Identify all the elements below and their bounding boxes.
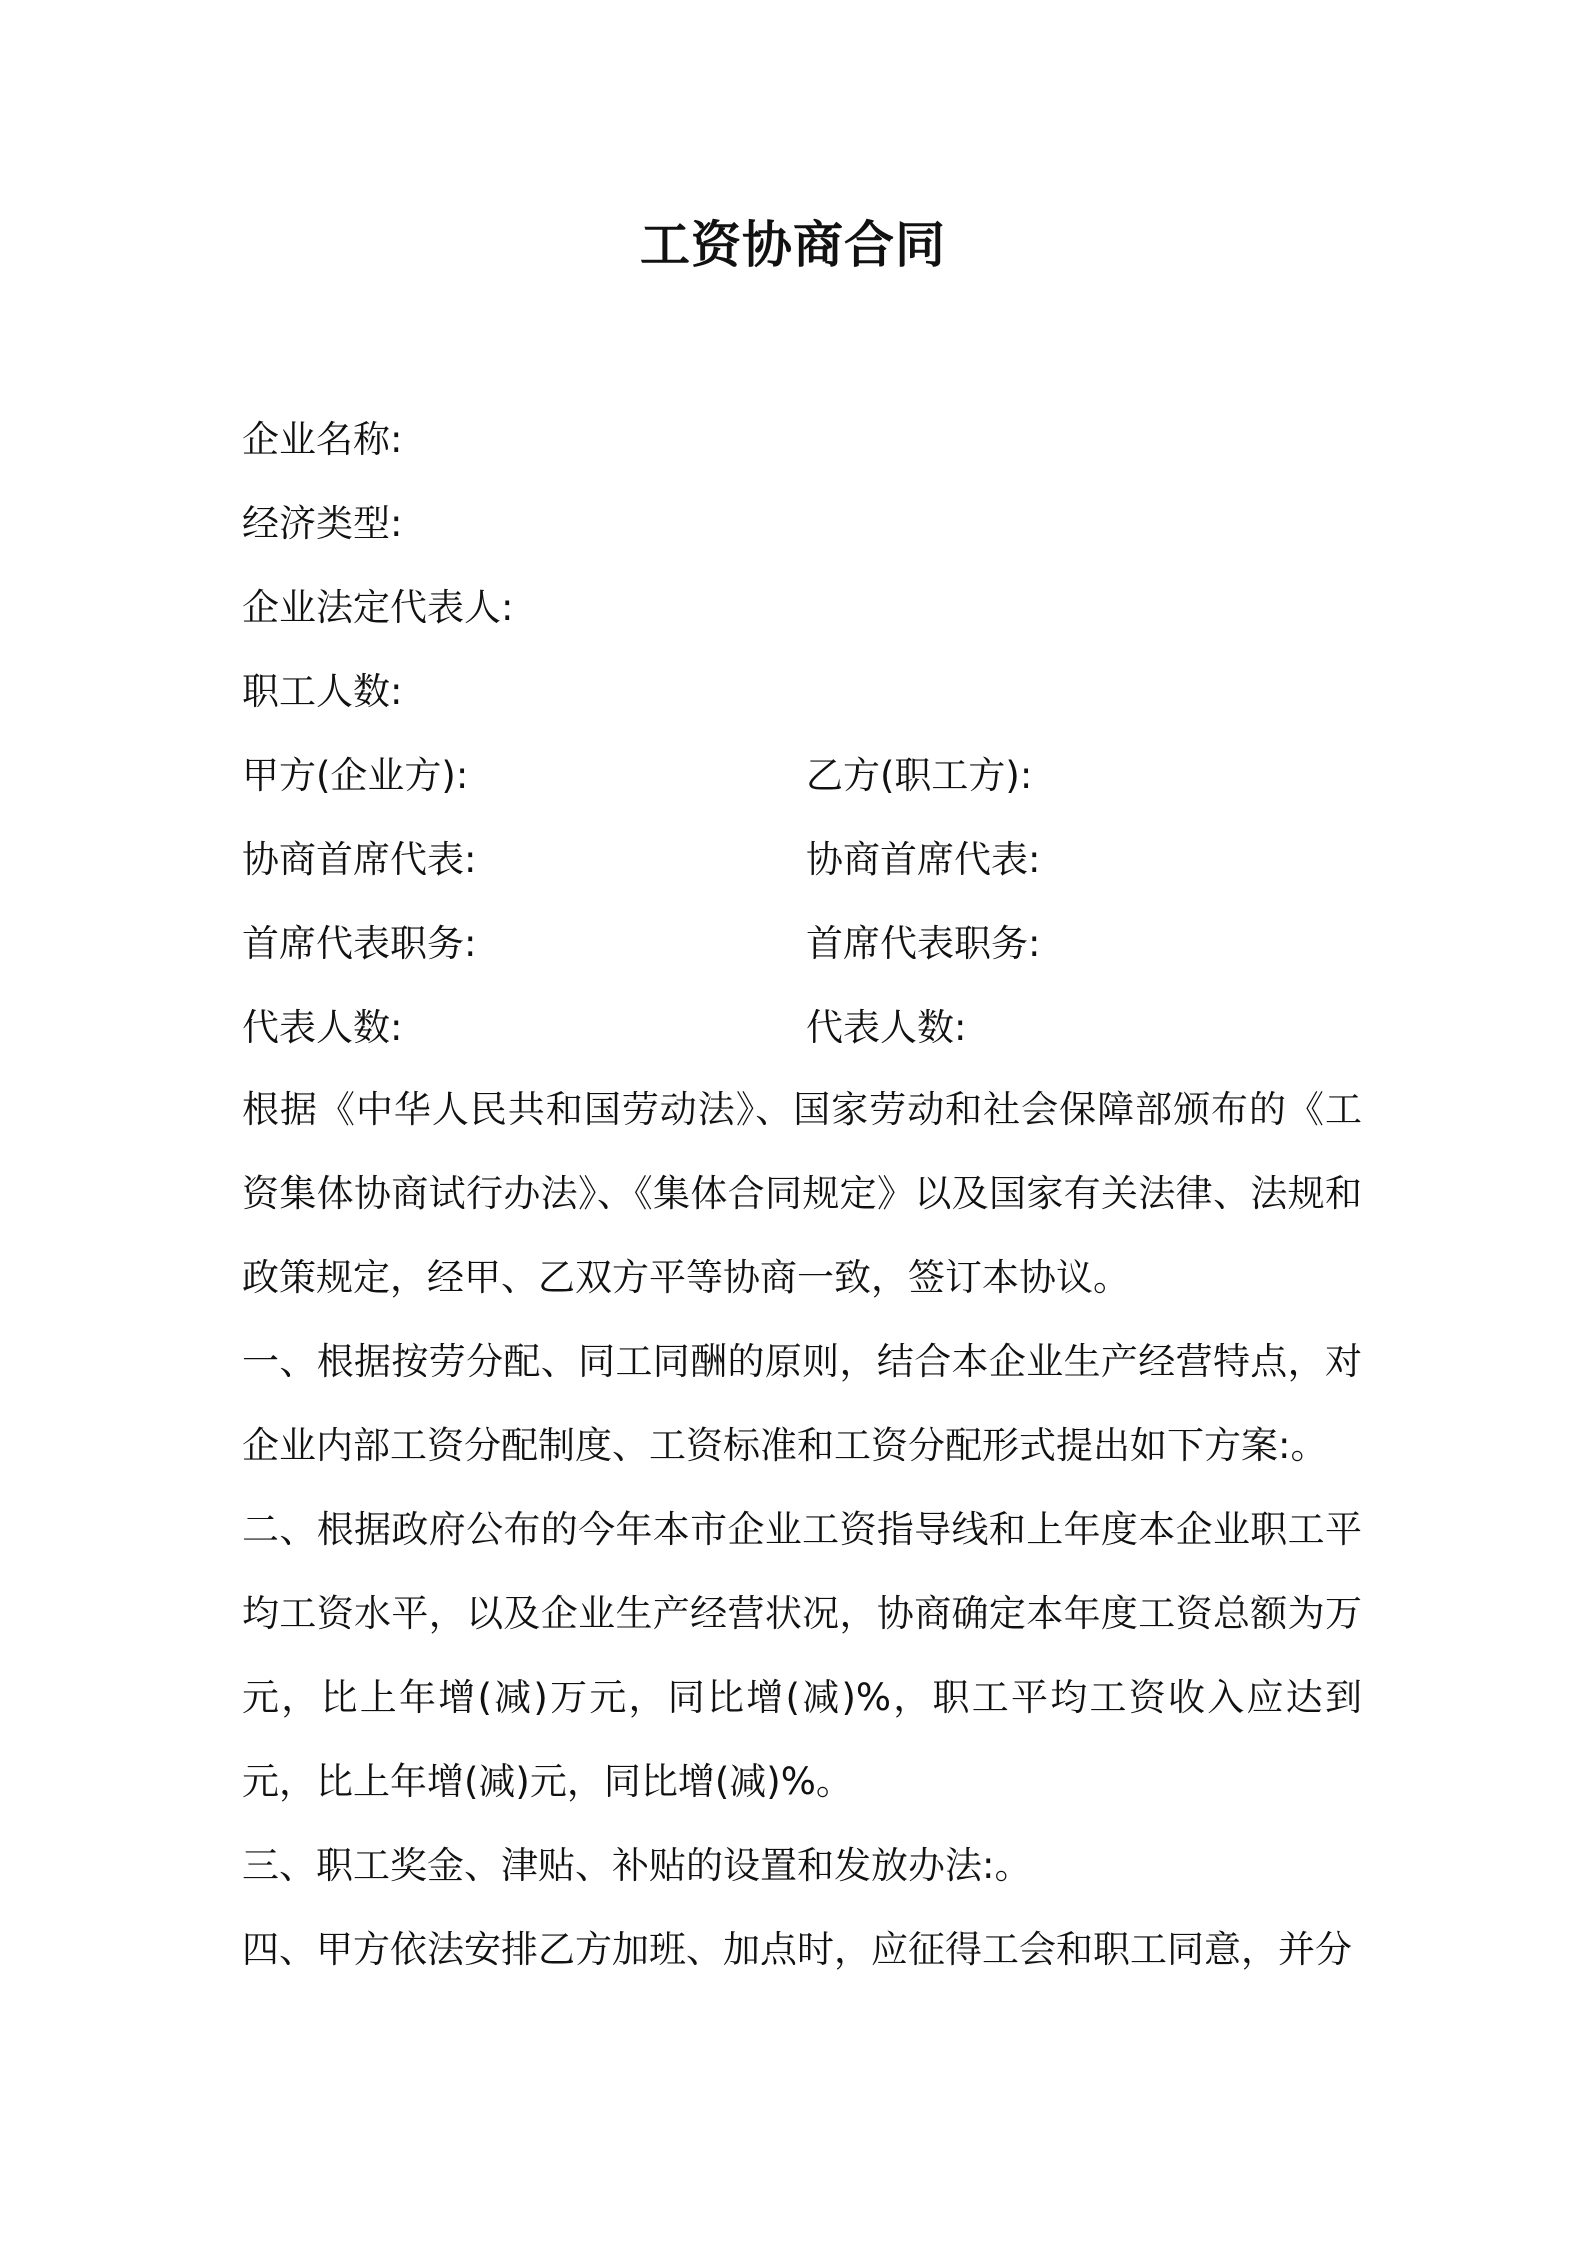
chief-rep-row: [242, 818, 1352, 902]
chief-rep-a-label: 协商首席代表:: [242, 838, 477, 881]
rep-count-a-label: 代表人数:: [242, 1006, 403, 1049]
preamble-paragraph: 根据《中华人民共和国劳动法》、国家劳动和社会保障部颁布的《工资集体协商试行办法》、《集体合同规定》以及国家有关法律、法规和政策规定，经甲、乙双方平等协商一致，签订本协议。: [242, 1088, 1362, 1299]
employee-count-label: 职工人数:: [242, 670, 403, 713]
rep-count-b-label: 代表人数:: [806, 1006, 967, 1049]
contract-body: [242, 1068, 1362, 1992]
economic-type-label: 经济类型:: [242, 502, 403, 545]
economic-type-field: [242, 482, 1352, 566]
chief-title-a-label: 首席代表职务:: [242, 922, 477, 965]
party-a-label: 甲方(企业方):: [242, 754, 469, 797]
company-name-label: 企业名称:: [242, 418, 403, 461]
company-name-field: [242, 398, 1352, 482]
contract-fields: [242, 398, 1352, 1070]
legal-rep-field: [242, 566, 1352, 650]
clause-2-paragraph: 二、根据政府公布的今年本市企业工资指导线和上年度本企业职工平均工资水平，以及企业生产经营状况，协商确定本年度工资总额为万元，比上年增(减)万元，同比增(减)%，职工平均工资收入应达到元，比上年增(减)元，同比增(减)%。: [242, 1508, 1362, 1803]
clause-3-paragraph: 三、职工奖金、津贴、补贴的设置和发放办法:。: [242, 1844, 1032, 1887]
parties-row: [242, 734, 1352, 818]
clause-4-paragraph: 四、甲方依法安排乙方加班、加点时，应征得工会和职工同意，并分: [242, 1928, 1352, 1971]
document-title: 工资协商合同: [640, 216, 946, 274]
rep-count-row: [242, 986, 1352, 1070]
party-b-label: 乙方(职工方):: [806, 754, 1033, 797]
clause-1-paragraph: 一、根据按劳分配、同工同酬的原则，结合本企业生产经营特点，对企业内部工资分配制度、工资标准和工资分配形式提出如下方案:。: [242, 1340, 1362, 1467]
legal-rep-label: 企业法定代表人:: [242, 586, 514, 629]
chief-title-row: [242, 902, 1352, 986]
chief-title-b-label: 首席代表职务:: [806, 922, 1041, 965]
employee-count-field: [242, 650, 1352, 734]
chief-rep-b-label: 协商首席代表:: [806, 838, 1041, 881]
